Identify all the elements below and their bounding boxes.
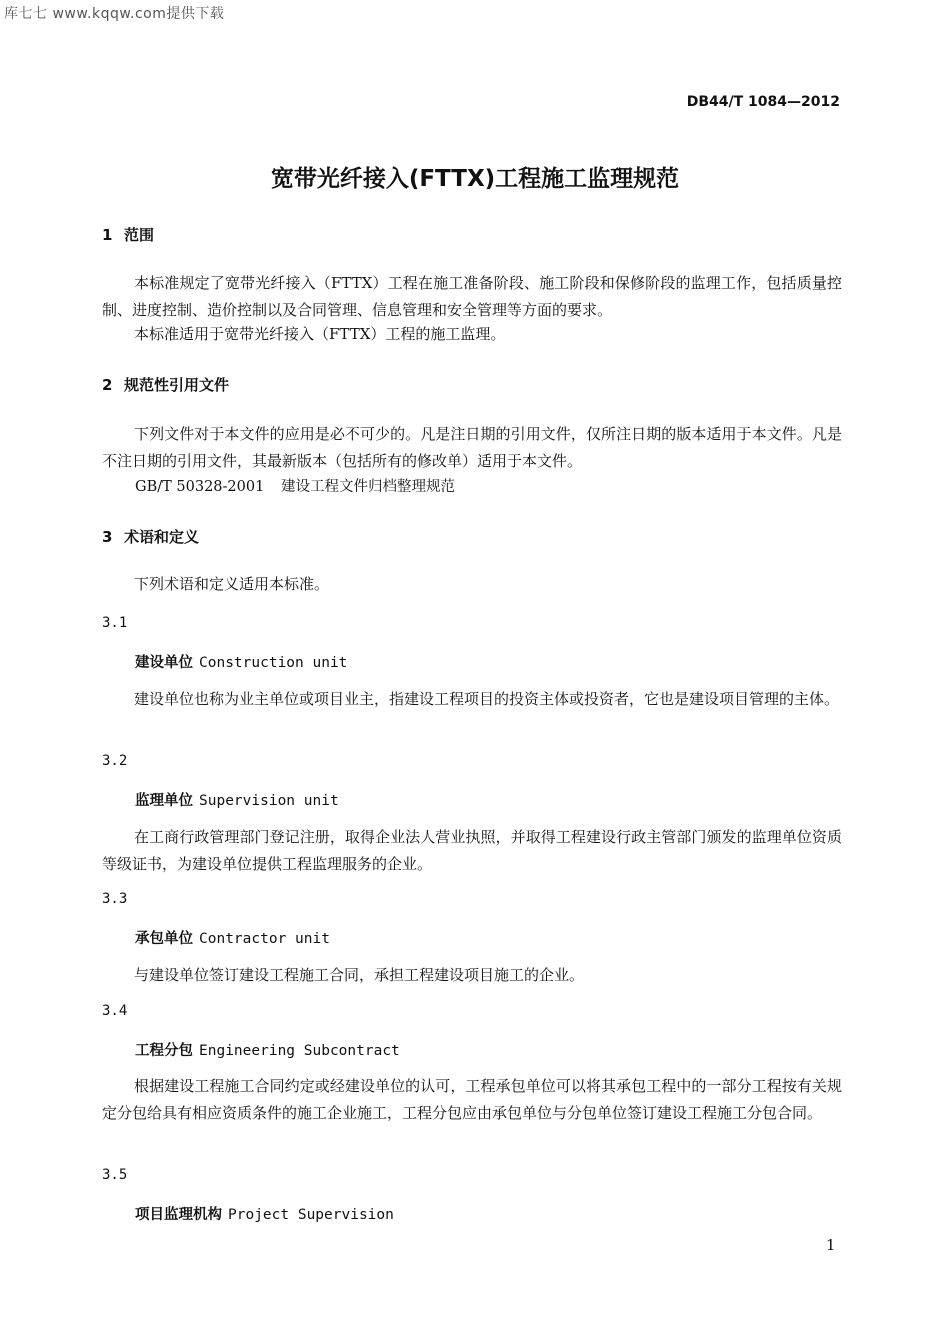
term-english: Supervision unit (199, 793, 339, 809)
term-english: Project Supervision (228, 1207, 394, 1223)
section-title: 规范性引用文件 (124, 376, 230, 394)
term-definition: 与建设单位签订建设工程施工合同，承担工程建设项目施工的企业。 (134, 966, 585, 984)
term-chinese: 监理单位 (135, 793, 193, 809)
term-definition: 在工商行政管理部门登记注册，取得企业法人营业执照，并取得工程建设行政主管部门颁发的监理单位资质等级证书，为建设单位提供工程监理服务的企业。 (102, 828, 842, 873)
term-english: Contractor unit (199, 931, 330, 947)
term-heading (135, 1039, 400, 1060)
page-number: 1 (826, 1236, 836, 1254)
reference-title: 建设工程文件归档整理规范 (281, 479, 455, 495)
reference-code: GB/T 50328-2001 (135, 479, 265, 495)
term-chinese: 承包单位 (135, 931, 193, 947)
section-number: 2 (102, 376, 113, 394)
watermark: 库七七 www.kqqw.com提供下载 (4, 6, 225, 22)
term-english: Engineering Subcontract (199, 1043, 400, 1059)
standard-number: DB44/T 1084—2012 (686, 94, 840, 110)
clause-number: 3.3 (102, 891, 128, 907)
clause-number: 3.4 (102, 1003, 128, 1019)
term-chinese: 项目监理机构 (135, 1207, 222, 1223)
normative-reference (135, 475, 455, 496)
document-title: 宽带光纤接入(FTTX)工程施工监理规范 (270, 166, 680, 192)
term-heading (135, 789, 339, 810)
term-chinese: 建设单位 (135, 655, 193, 671)
term-heading (135, 927, 330, 948)
term-heading (135, 1203, 394, 1224)
clause-number: 3.5 (102, 1167, 128, 1183)
section-2-paragraph-1: 下列文件对于本文件的应用是必不可少的。凡是注日期的引用文件，仅所注日期的版本适用于本文件。凡是不注日期的引用文件，其最新版本（包括所有的修改单）适用于本文件。 (102, 425, 842, 470)
section-number: 3 (102, 528, 113, 546)
term-heading (135, 651, 347, 672)
section-1-paragraph-2: 本标准适用于宽带光纤接入（FTTX）工程的施工监理。 (134, 325, 506, 343)
clause-number: 3.1 (102, 615, 128, 631)
section-title: 范围 (124, 226, 155, 244)
term-definition: 建设单位也称为业主单位或项目业主，指建设工程项目的投资主体或投资者，它也是建设项目管理的主体。 (134, 690, 840, 708)
section-3-paragraph-1: 下列术语和定义适用本标准。 (134, 575, 330, 593)
section-1-heading (102, 224, 154, 245)
section-title: 术语和定义 (124, 528, 200, 546)
section-1-paragraph-1: 本标准规定了宽带光纤接入（FTTX）工程在施工准备阶段、施工阶段和保修阶段的监理工作，包括质量控制、进度控制、造价控制以及合同管理、信息管理和安全管理等方面的要求。 (102, 274, 842, 319)
term-definition: 根据建设工程施工合同约定或经建设单位的认可，工程承包单位可以将其承包工程中的一部分工程按有关规定分包给具有相应资质条件的施工企业施工，工程分包应由承包单位与分包单位签订建设工程施工分包合同。 (102, 1077, 842, 1122)
term-english: Construction unit (199, 655, 348, 671)
term-chinese: 工程分包 (135, 1043, 193, 1059)
clause-number: 3.2 (102, 753, 128, 769)
section-number: 1 (102, 226, 113, 244)
section-3-heading (102, 526, 199, 547)
section-2-heading (102, 374, 229, 395)
